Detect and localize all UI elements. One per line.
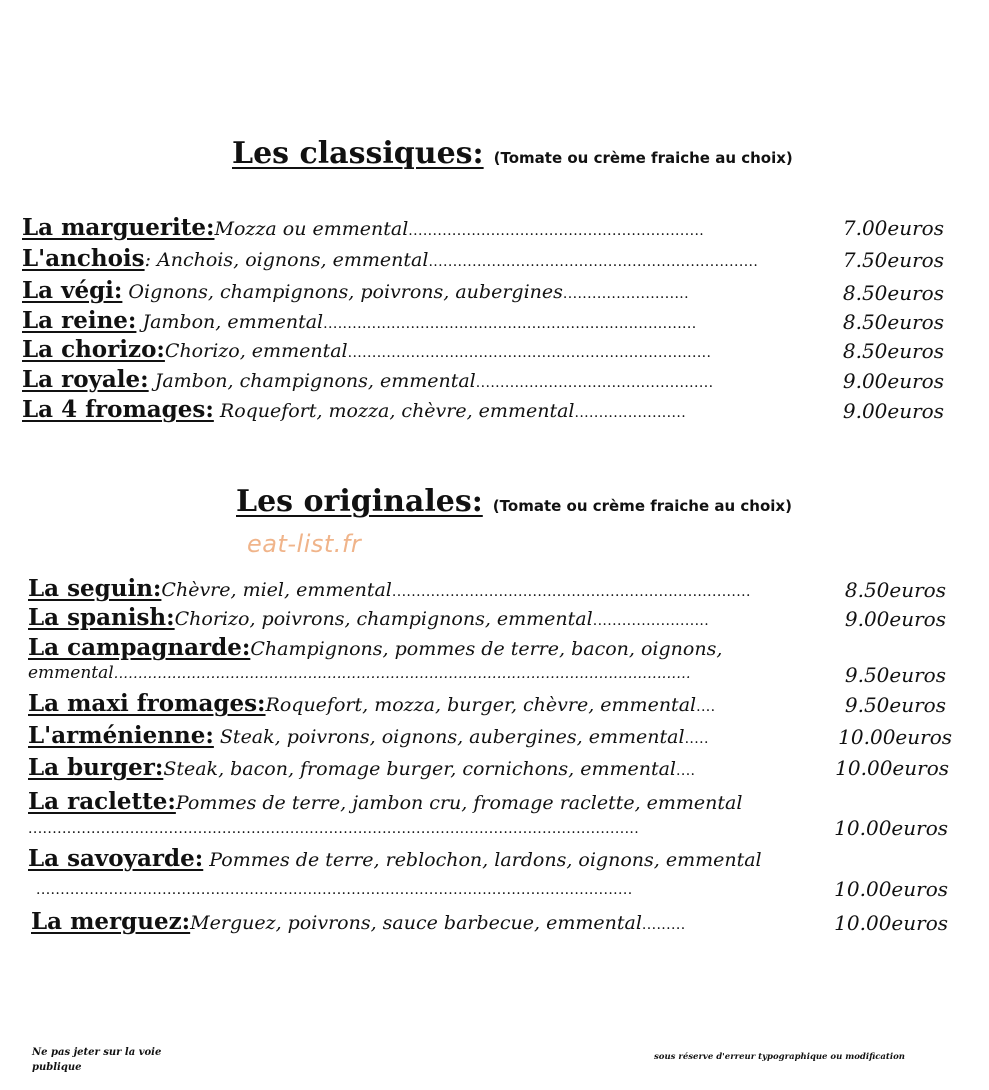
item-description-line2: emmental [28,663,114,683]
item-price: 9.50euros [844,663,946,687]
menu-item [22,216,704,239]
leader-dots: ....................................................................................................................... [113,666,691,682]
item-price: 10.00euros [834,877,948,901]
item-name: La seguin: [28,575,162,602]
item-name: La royale: [22,366,149,393]
menu-item [28,606,709,629]
leader-dots: ....................... [574,405,687,421]
item-name: La raclette: [28,788,176,815]
footer-disclaimer-errors: sous réserve d'erreur typographique ou modification [654,1052,905,1062]
leader-dots: .............................................................................................................................. [28,821,640,837]
item-price: 7.50euros [842,248,944,272]
item-price: 9.00euros [842,369,944,393]
menu-item [28,724,709,747]
item-name: L'arménienne: [28,722,214,749]
item-description: Merguez, poivrons, sauce barbecue, emmental [190,912,642,934]
leader-dots: ............................................................................. [323,316,697,332]
item-price: 8.50euros [842,339,944,363]
item-description: Mozza ou emmental [214,218,409,240]
item-price: 8.50euros [842,281,944,305]
item-description: Jambon, champignons, emmental [148,370,476,392]
item-description: Chèvre, miel, emmental [161,579,392,601]
leader-dots: .... [696,699,716,715]
menu-item [22,279,689,302]
leader-dots: ................................................. [475,375,714,391]
leader-dots: ........................................................................................................................... [36,882,633,898]
item-description: : Anchois, oignons, emmental [144,249,429,271]
item-price: 10.00euros [834,911,948,935]
item-description: Oignons, champignons, poivrons, aubergines [122,281,563,303]
menu-item [22,309,697,332]
item-price: 7.00euros [842,216,944,240]
menu-item [28,756,695,779]
menu-item [22,247,758,270]
leader-dots: .... [676,763,696,779]
leader-dots: .................................................................... [428,254,759,270]
item-description: Pommes de terre, reblochon, lardons, oignons, emmental [203,849,762,871]
leader-dots: .......................... [562,286,689,302]
item-name: La marguerite: [22,214,215,241]
menu-item [28,790,742,813]
menu-item [28,636,722,659]
item-name: La maxi fromages: [28,690,266,717]
item-name: La campagnarde: [28,634,251,661]
item-description: Champignons, pommes de terre, bacon, oignons, [250,638,723,660]
classiques-title: Les classiques: [232,136,484,171]
item-description-continued [28,665,691,682]
item-name: La savoyarde: [28,845,204,872]
item-description: Steak, poivrons, oignons, aubergines, emmental [213,726,685,748]
leader-dots: ..... [684,731,709,747]
menu-item [28,577,751,600]
item-name: La végi: [22,277,123,304]
item-name: La merguez: [31,908,191,935]
item-description: Roquefort, mozza, burger, chèvre, emmental [265,694,697,716]
leader-dots: ........................ [592,613,710,629]
item-name: La burger: [28,754,164,781]
menu-item [22,368,713,391]
item-price: 9.00euros [844,607,946,631]
watermark: eat-list.fr [247,530,362,558]
menu-item [22,338,711,361]
leader-dots: ......... [641,917,686,933]
item-description: Chorizo, poivrons, champignons, emmental [174,608,593,630]
item-name: La 4 fromages: [22,396,214,423]
leader-dots: ............................................................. [408,223,705,239]
classiques-note: (Tomate ou crème fraiche au choix) [493,149,793,167]
item-description: Chorizo, emmental [164,340,348,362]
item-price: 10.00euros [834,816,948,840]
menu-item [22,398,686,421]
originales-header [236,484,792,519]
item-price: 9.50euros [844,693,946,717]
originales-note: (Tomate ou crème fraiche au choix) [492,497,792,515]
leader-dots: ........................................................................... [347,345,712,361]
item-price: 10.00euros [835,756,949,780]
item-description: Pommes de terre, jambon cru, fromage raclette, emmental [175,792,743,814]
menu-item [28,847,762,870]
item-name: La reine: [22,307,137,334]
item-name: L'anchois [22,245,145,272]
item-name: La chorizo: [22,336,165,363]
item-name: La spanish: [28,604,175,631]
item-price: 8.50euros [842,310,944,334]
leader-dots: .......................................................................... [391,584,751,600]
item-price: 8.50euros [844,578,946,602]
item-description: Steak, bacon, fromage burger, cornichons, emmental [163,758,676,780]
item-price: 9.00euros [842,399,944,423]
footer-disclaimer-litter: Ne pas jeter sur la voie publique [32,1047,162,1073]
item-description: Jambon, emmental [136,311,324,333]
menu-item [28,692,716,715]
item-description: Roquefort, mozza, chèvre, emmental [213,400,575,422]
menu-item [31,910,686,933]
item-price: 10.00euros [838,725,952,749]
originales-title: Les originales: [236,484,483,519]
classiques-header [232,136,793,171]
